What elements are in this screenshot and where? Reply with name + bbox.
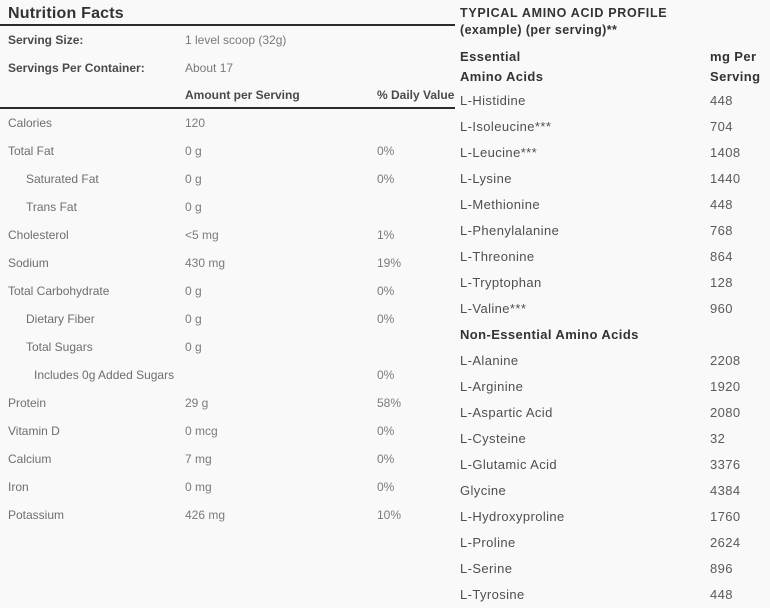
- amino-acid-mg-value: 32: [710, 430, 726, 446]
- nutrient-name: Includes 0g Added Sugars: [34, 368, 175, 382]
- nutrient-amount: 0 g: [185, 200, 202, 214]
- list-item: [460, 269, 762, 295]
- nutrient-name: Calcium: [8, 452, 52, 466]
- nutrient-amount: 0 mg: [185, 480, 212, 494]
- nutrition-rows: [0, 109, 455, 529]
- nutrient-amount: 0 g: [185, 144, 202, 158]
- nutrient-amount: 0 g: [185, 172, 202, 186]
- amino-acid-name: L-Histidine: [460, 92, 526, 108]
- amino-acid-name: Glycine: [460, 482, 507, 498]
- list-item: [460, 165, 762, 191]
- non-essential-amino-rows: [460, 347, 762, 607]
- amino-acid-mg-value: 2080: [710, 404, 741, 420]
- nutrient-daily-value: 0%: [377, 172, 395, 186]
- amino-acid-name: L-Lysine: [460, 170, 512, 186]
- amino-acid-mg-value: 1440: [710, 170, 741, 186]
- amino-acid-mg-value: 448: [710, 92, 733, 108]
- amino-acid-name: L-Alanine: [460, 352, 519, 368]
- table-row: [0, 193, 455, 221]
- amino-acid-name: L-Proline: [460, 534, 516, 550]
- amino-acid-mg-value: 1920: [710, 378, 741, 394]
- nutrient-daily-value: 0%: [377, 424, 395, 438]
- list-item: [460, 113, 762, 139]
- serving-size-value: 1 level scoop (32g): [185, 33, 287, 47]
- list-item: [460, 529, 762, 555]
- nutrient-name: Calories: [8, 116, 53, 130]
- table-row: [0, 501, 455, 529]
- amino-profile-title-line2: (example) (per serving)**: [460, 23, 618, 37]
- amino-acid-panel: [440, 0, 770, 607]
- amino-acid-mg-value: 2208: [710, 352, 741, 368]
- amino-acid-name: L-Cysteine: [460, 430, 527, 446]
- amino-acid-mg-value: 768: [710, 222, 733, 238]
- servings-per-container-label: Servings Per Container:: [8, 61, 145, 75]
- nutrient-amount: 0 g: [185, 284, 202, 298]
- amino-column-header: [460, 47, 762, 87]
- nutrient-amount: 0 mcg: [185, 424, 218, 438]
- essential-amino-acids-header: Essential Amino Acids: [460, 49, 544, 84]
- amino-acid-mg-value: 1760: [710, 508, 741, 524]
- amino-acid-name: L-Phenylalanine: [460, 222, 560, 238]
- amino-acid-mg-value: 704: [710, 118, 733, 134]
- column-header-row: [0, 82, 455, 109]
- non-essential-amino-acids-header: Non-Essential Amino Acids: [460, 326, 639, 342]
- nutrient-name: Total Sugars: [26, 340, 93, 354]
- list-item: [460, 191, 762, 217]
- list-item: [460, 477, 762, 503]
- amino-acid-name: L-Serine: [460, 560, 513, 576]
- table-row: [0, 249, 455, 277]
- amino-acid-name: L-Leucine***: [460, 144, 538, 160]
- list-item: [460, 425, 762, 451]
- table-row: [0, 445, 455, 473]
- table-row: [0, 333, 455, 361]
- list-item: [460, 295, 762, 321]
- table-row: [0, 389, 455, 417]
- essential-amino-rows: [460, 87, 762, 321]
- daily-value-header: % Daily Value: [377, 87, 455, 102]
- amino-acid-mg-value: 1408: [710, 144, 741, 160]
- nutrient-amount: 7 mg: [185, 452, 212, 466]
- list-item: [460, 581, 762, 607]
- amino-acid-name: L-Tryptophan: [460, 274, 542, 290]
- table-row: [0, 109, 455, 137]
- list-item: [460, 399, 762, 425]
- table-row: [0, 277, 455, 305]
- nutrient-name: Potassium: [8, 508, 65, 522]
- servings-per-container-row: [0, 54, 455, 82]
- amino-profile-title-line1: TYPICAL AMINO ACID PROFILE: [460, 6, 668, 20]
- nutrient-amount: 430 mg: [185, 256, 226, 270]
- amino-acid-name: L-Valine***: [460, 300, 527, 316]
- nutrient-daily-value: 0%: [377, 452, 395, 466]
- amino-acid-mg-value: 896: [710, 560, 733, 576]
- amino-acid-mg-value: 448: [710, 196, 733, 212]
- serving-size-label: Serving Size:: [8, 33, 84, 47]
- nutrient-name: Sodium: [8, 256, 49, 270]
- nutrient-daily-value: 0%: [377, 284, 395, 298]
- nutrient-daily-value: 0%: [377, 144, 395, 158]
- table-row: [0, 417, 455, 445]
- nutrient-amount: <5 mg: [185, 228, 219, 242]
- table-row: [0, 137, 455, 165]
- serving-size-row: [0, 26, 455, 54]
- amino-acid-mg-value: 3376: [710, 456, 741, 472]
- list-item: [460, 243, 762, 269]
- amino-acid-name: L-Hydroxyproline: [460, 508, 565, 524]
- amino-acid-mg-value: 4384: [710, 482, 741, 498]
- nutrient-daily-value: 10%: [377, 508, 402, 522]
- nutrient-amount: 0 g: [185, 340, 202, 354]
- nutrient-name: Dietary Fiber: [26, 312, 95, 326]
- nutrient-name: Vitamin D: [8, 424, 60, 438]
- list-item: [460, 87, 762, 113]
- amino-acid-mg-value: 128: [710, 274, 733, 290]
- table-row: [0, 361, 455, 389]
- table-row: [0, 221, 455, 249]
- list-item: [460, 139, 762, 165]
- nutrient-amount: 120: [185, 116, 206, 130]
- list-item: [460, 347, 762, 373]
- list-item: [460, 451, 762, 477]
- nutrient-name: Total Fat: [8, 144, 55, 158]
- nutrient-daily-value: 0%: [377, 312, 395, 326]
- amount-per-serving-header: Amount per Serving: [185, 87, 300, 102]
- table-row: [0, 305, 455, 333]
- mg-per-serving-header: mg Per Serving: [710, 49, 761, 84]
- list-item: [460, 503, 762, 529]
- amino-acid-mg-value: 960: [710, 300, 733, 316]
- nutrient-daily-value: 19%: [377, 256, 402, 270]
- nutrient-daily-value: 0%: [377, 368, 395, 382]
- nutrient-name: Total Carbohydrate: [8, 284, 110, 298]
- nutrient-name: Cholesterol: [8, 228, 69, 242]
- servings-per-container-value: About 17: [185, 61, 234, 75]
- list-item: [460, 373, 762, 399]
- nutrient-amount: 29 g: [185, 396, 209, 410]
- amino-acid-name: L-Aspartic Acid: [460, 404, 553, 420]
- amino-acid-mg-value: 864: [710, 248, 733, 264]
- nutrient-name: Trans Fat: [26, 200, 77, 214]
- amino-acid-name: L-Isoleucine***: [460, 118, 552, 134]
- nutrition-facts-title: Nutrition Facts: [0, 0, 455, 26]
- nutrient-name: Protein: [8, 396, 47, 410]
- nutrient-daily-value: 0%: [377, 480, 395, 494]
- nutrient-name: Iron: [8, 480, 29, 494]
- amino-acid-name: L-Methionine: [460, 196, 540, 212]
- amino-acid-name: L-Threonine: [460, 248, 535, 264]
- amino-profile-title: [460, 0, 762, 39]
- list-item: [460, 555, 762, 581]
- amino-acid-mg-value: 448: [710, 586, 733, 602]
- amino-acid-name: L-Arginine: [460, 378, 524, 394]
- nutrient-daily-value: 58%: [377, 396, 402, 410]
- list-item: [460, 217, 762, 243]
- amino-acid-name: L-Tyrosine: [460, 586, 525, 602]
- nutrient-amount: 0 g: [185, 312, 202, 326]
- nutrient-amount: 426 mg: [185, 508, 226, 522]
- amino-acid-name: L-Glutamic Acid: [460, 456, 558, 472]
- nutrient-name: Saturated Fat: [26, 172, 99, 186]
- amino-acid-mg-value: 2624: [710, 534, 741, 550]
- table-row: [0, 473, 455, 501]
- nutrient-daily-value: 1%: [377, 228, 395, 242]
- table-row: [0, 165, 455, 193]
